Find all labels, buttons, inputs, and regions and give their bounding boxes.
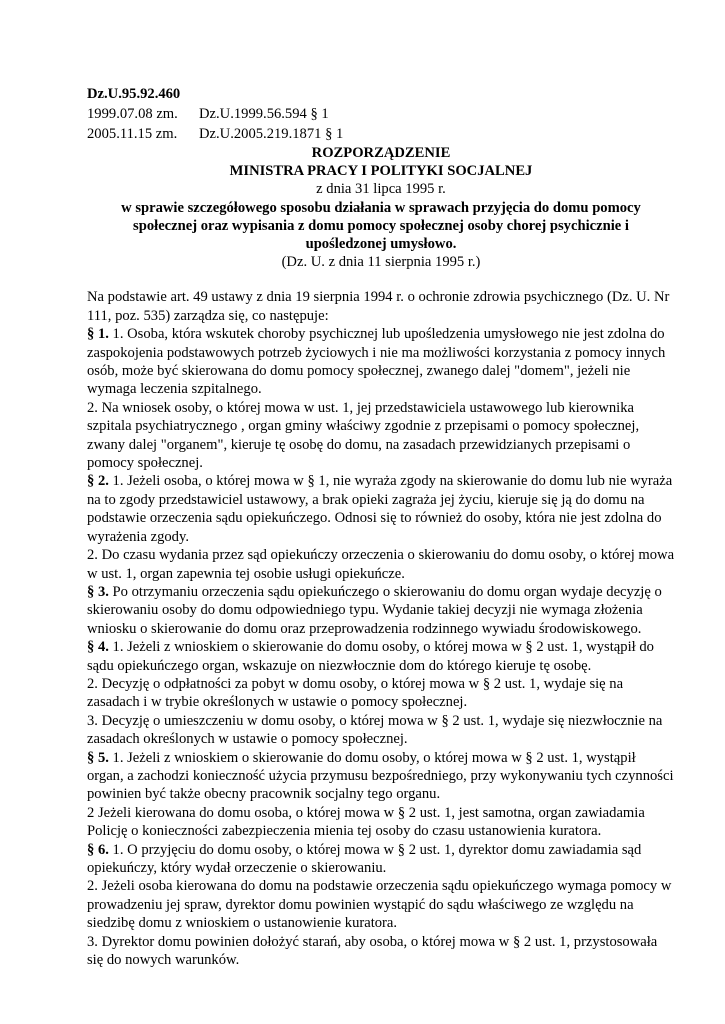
amendment-line xyxy=(87,104,675,124)
paragraph: § 2. 1. Jeżeli osoba, o której mowa w § 1, nie wyraża zgody na skierowanie do domu lub nie wyraża na to zgody przedstawiciel ustawowy, a brak opieki zagraża jej życiu, kieruje się ją do domu na podstawie orzeczenia sądu opiekuńczego. Odnosi się to również do osoby, która nie jest zdolna do wyrażenia zgody. xyxy=(87,473,673,545)
paragraph: § 6. 1. O przyjęciu do domu osoby, o której mowa w § 2 ust. 1, dyrektor domu zawiadamia sąd opiekuńczy, który wydał orzeczenie o skierowaniu. xyxy=(87,841,642,877)
section-marker: § 1. xyxy=(87,326,109,343)
section-marker: § 3. xyxy=(87,583,109,600)
regulation-body xyxy=(87,288,675,969)
title-line-2: MINISTRA PRACY I POLITYKI SOCJALNEJ xyxy=(229,163,533,180)
paragraph: 3. Decyzję o umieszczeniu w domu osoby, o której mowa w § 2 ust. 1, wydaje się niezwłocznie na zasadach określonych w ustawie o pomocy społecznej. xyxy=(87,712,663,748)
paragraph: 3. Dyrektor domu powinien dołożyć starań, aby osoba, o której mowa w § 2 ust. 1, przystosowała się do nowych warunków. xyxy=(87,933,658,969)
amendment-ref: Dz.U.1999.56.594 § 1 xyxy=(199,106,329,122)
section-marker: § 6. xyxy=(87,841,109,858)
amendment-line xyxy=(87,124,675,144)
title-line-1: ROZPORZĄDZENIE xyxy=(311,145,451,161)
subject-line: społecznej oraz wypisania z domu pomocy społecznej osoby chorej psychicznie i xyxy=(133,217,629,234)
regulation-title xyxy=(87,144,675,271)
paragraph: 2 Jeżeli kierowana do domu osoba, o której mowa w § 2 ust. 1, jest samotna, organ zawiadamia Policję o konieczności zabezpieczenia mienia tej osoby do czasu ustanowienia kuratora. xyxy=(87,804,645,840)
amendment-date: 2005.11.15 zm. xyxy=(87,126,178,142)
paragraph: § 3. Po otrzymaniu orzeczenia sądu opiekuńczego o skierowaniu do domu organ wydaje decyzję o skierowaniu osoby do domu odpowiedniego typu. Wydanie takiej decyzji nie wymaga złożenia wniosku o skierowanie do domu oraz przeprowadzenia rodzinnego wywiadu środowiskowego. xyxy=(87,583,662,637)
paragraph: 2. Jeżeli osoba kierowana do domu na podstawie orzeczenia sądu opiekuńczego wymaga pomocy w prowadzeniu jej spraw, dyrektor domu powinien wystąpić do sądu właściwego ze względu na siedzibę domu z wnioskiem o ustanowienie kuratora. xyxy=(87,878,672,932)
amendment-ref: Dz.U.2005.219.1871 § 1 xyxy=(199,126,344,142)
paragraph: Na podstawie art. 49 ustawy z dnia 19 sierpnia 1994 r. o ochronie zdrowia psychicznego (Dz. U. Nr 111, poz. 535) zarządza się, co następuje: xyxy=(87,289,670,324)
publication-note: (Dz. U. z dnia 11 sierpnia 1995 r.) xyxy=(281,254,481,271)
paragraph: 2. Do czasu wydania przez sąd opiekuńczy orzeczenia o skierowaniu do domu osoby, o której mowa w ust. 1, organ zapewnia tej osobie usługi opiekuńcze. xyxy=(87,547,675,582)
section-marker: § 5. xyxy=(87,749,109,766)
paragraph: § 1. 1. Osoba, która wskutek choroby psychicznej lub upośledzenia umysłowego nie jest zdolna do zaspokojenia podstawowych potrzeb życiowych i nie ma możliwości korzystania z pomocy innych osób, może być skierowana do domu pomocy społecznej, zwanego dalej "domem", jeżeli nie wymaga leczenia szpitalnego. xyxy=(87,326,666,398)
amendment-date: 1999.07.08 zm. xyxy=(87,106,178,122)
section-marker: § 2. xyxy=(87,473,109,490)
paragraph: § 4. 1. Jeżeli z wnioskiem o skierowanie do domu osoby, o której mowa w § 2 ust. 1, wystąpił do sądu opiekuńczego organ, wskazuje on niezwłocznie dom do którego kieruje tę osobę. xyxy=(87,639,654,674)
paragraph: § 5. 1. Jeżeli z wnioskiem o skierowanie do domu osoby, o której mowa w § 2 ust. 1, wystąpił organ, a zachodzi konieczność użycia przymusu bezpośredniego, przy wykonywaniu tych czynności powinien być także obecny pracownik socjalny tego organu. xyxy=(87,749,674,803)
title-date: z dnia 31 lipca 1995 r. xyxy=(316,181,446,198)
paragraph: 2. Decyzję o odpłatności za pobyt w domu osoby, o której mowa w § 2 ust. 1, wydaje się na zasadach i w trybie określonych w ustawie o pomocy społecznej. xyxy=(87,675,624,711)
subject-line: w sprawie szczegółowego sposobu działania w sprawach przyjęcia do domu pomocy xyxy=(121,199,641,216)
subject-line: upośledzonej umysłowo. xyxy=(305,236,457,253)
section-marker: § 4. xyxy=(87,639,109,656)
document-id: Dz.U.95.92.460 xyxy=(87,86,181,102)
paragraph: 2. Na wniosek osoby, o której mowa w ust. 1, jej przedstawiciela ustawowego lub kierownika szpitala psychiatrycznego , organ gminy właściwy zgodnie z przepisami o pomocy społecznej, zwany dalej "organem", kieruje tę osobę do domu, na zasadach przewidzianych przepisami o pomocy społecznej. xyxy=(87,399,640,472)
